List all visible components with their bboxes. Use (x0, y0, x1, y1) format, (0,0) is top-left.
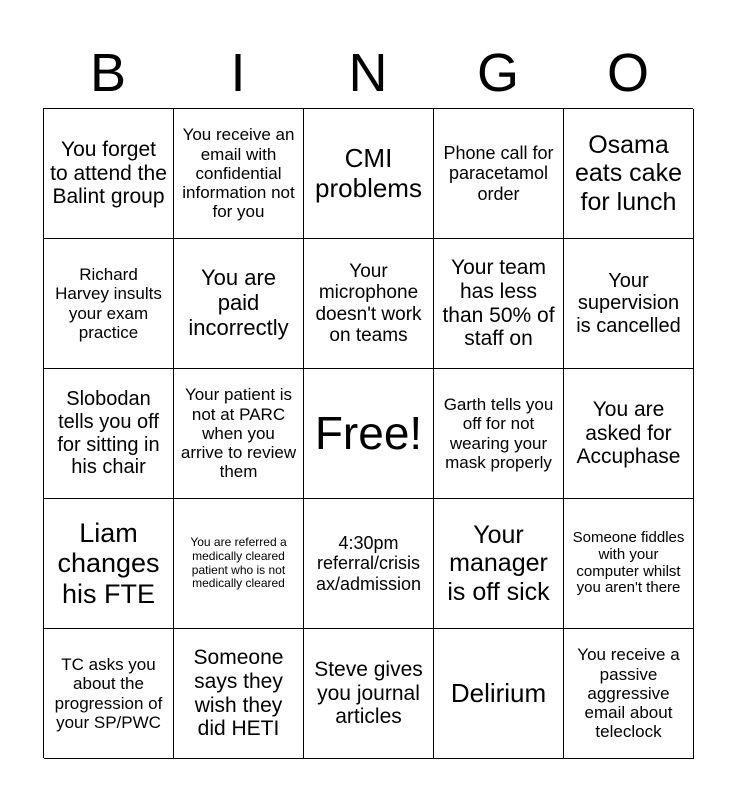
bingo-cell-text: Delirium (450, 677, 547, 708)
bingo-cell-r0-c3 (434, 109, 564, 239)
bingo-cell-r1-c2 (304, 239, 434, 369)
bingo-cell-text: Your manager is off sick (447, 521, 550, 606)
header-letter-o: O (606, 43, 649, 103)
bingo-card-grid (43, 108, 693, 758)
bingo-cell-text: Osama eats cake for lunch (574, 131, 682, 216)
header-letter-i: I (230, 43, 246, 103)
bingo-cell-text: Free! (314, 406, 423, 459)
bingo-cell-r3-c4 (564, 499, 694, 629)
bingo-cell-r1-c3 (434, 239, 564, 369)
bingo-cell-r4-c2 (304, 629, 434, 759)
bingo-cell-text: You are paid incorrectly (188, 265, 289, 340)
bingo-cell-text: Your supervision is cancelled (576, 269, 681, 337)
bingo-cell-r0-c4 (564, 109, 694, 239)
bingo-cell-text: Your microphone doesn't work on teams (315, 260, 422, 346)
bingo-cell-r2-c0 (44, 369, 174, 499)
bingo-cell-text: TC asks you about the progression of your SP/PWC (54, 655, 163, 732)
bingo-cell-r3-c0 (44, 499, 174, 629)
bingo-cell-r1-c0 (44, 239, 174, 369)
bingo-cell-r4-c3 (434, 629, 564, 759)
bingo-cell-text: Phone call for paracetamol order (443, 143, 554, 204)
bingo-cell-text: Liam changes his FTE (57, 517, 160, 609)
bingo-cell-text: You are referred a medically cleared patient who is not medically cleared (190, 535, 287, 591)
bingo-cell-r3-c3 (434, 499, 564, 629)
header-letter-g: G (476, 43, 519, 103)
bingo-cell-text: You are asked for Accuphase (576, 397, 681, 469)
bingo-cell-r3-c1 (174, 499, 304, 629)
bingo-cell-r4-c1 (174, 629, 304, 759)
bingo-cell-r0-c2 (304, 109, 434, 239)
bingo-cell-text: Someone says they wish they did HETI (193, 646, 284, 741)
bingo-cell-text: You receive a passive aggressive email about teleclock (577, 645, 680, 742)
bingo-cell-r4-c4 (564, 629, 694, 759)
bingo-cell-text: Your team has less than 50% of staff on (442, 256, 555, 351)
bingo-cell-r1-c1 (174, 239, 304, 369)
bingo-cell-text: Your patient is not at PARC when you arrive to review them (180, 385, 297, 482)
bingo-cell-text: You forget to attend the Balint group (50, 137, 167, 209)
bingo-cell-r2-c1 (174, 369, 304, 499)
header-letter-b: B (89, 43, 127, 103)
bingo-cell-text: 4:30pm referral/crisis ax/admission (315, 533, 422, 594)
bingo-cell-text: CMI problems (315, 143, 422, 203)
bingo-cell-text: Steve gives you journal articles (314, 657, 423, 729)
bingo-cell-r2-c3 (434, 369, 564, 499)
bingo-cell-r1-c4 (564, 239, 694, 369)
bingo-cell-text: Richard Harvey insults your exam practice (55, 265, 162, 342)
bingo-cell-r3-c2 (304, 499, 434, 629)
bingo-cell-r4-c0 (44, 629, 174, 759)
bingo-cell-text: You receive an email with confidential information not for you (182, 125, 295, 222)
bingo-cell-text: Someone fiddles with your computer whilst you aren't there (572, 528, 685, 597)
bingo-cell-r2-c4 (564, 369, 694, 499)
bingo-cell-r0-c1 (174, 109, 304, 239)
header-letter-n: N (348, 43, 388, 103)
bingo-cell-text: Slobodan tells you off for sitting in his chair (57, 388, 160, 479)
bingo-cell-r2-c2 (304, 369, 434, 499)
bingo-header (43, 38, 693, 108)
bingo-cell-r0-c0 (44, 109, 174, 239)
bingo-cell-text: Garth tells you off for not wearing your mask properly (443, 395, 554, 472)
